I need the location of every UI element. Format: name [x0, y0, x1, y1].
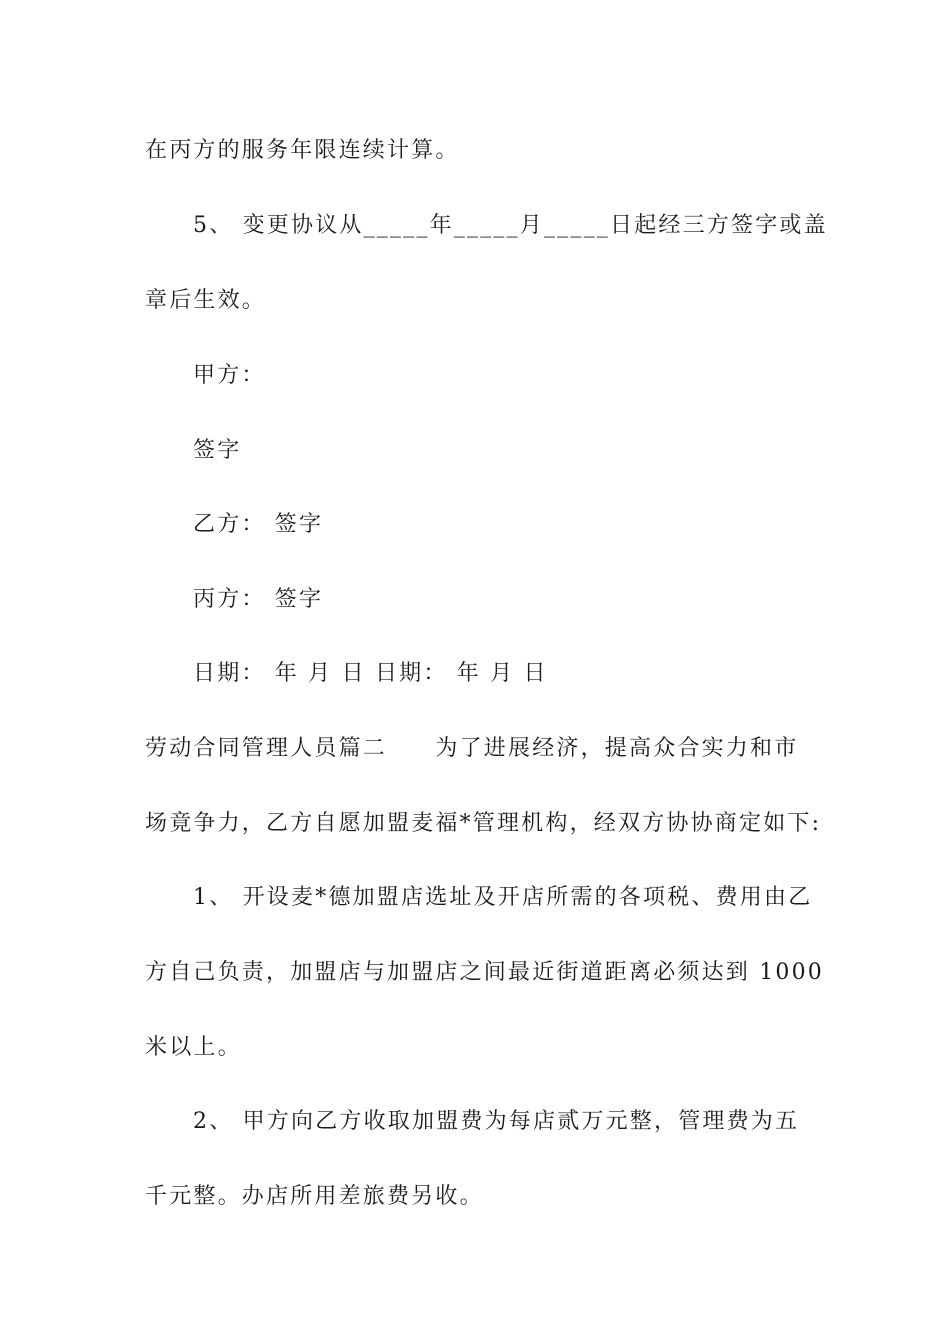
signature-label: 签字 [193, 438, 242, 463]
paragraph-line: 千元整。办店所用差旅费另收。 [145, 1184, 484, 1209]
paragraph-line: 场竟争力，乙方自愿加盟麦福*管理机构，经双方协协商定如下: [145, 811, 822, 836]
party-c-signature-line: 丙方： 签字 [193, 587, 324, 612]
paragraph-line: 在丙方的服务年限连续计算。 [145, 138, 460, 163]
paragraph-line: 方自己负责，加盟店与加盟店之间最近街道距离必须达到 1000 [145, 960, 824, 985]
section-heading-line: 劳动合同管理人员篇二 为了进展经济，提高众合实力和市 [145, 736, 799, 761]
paragraph-line: 章后生效。 [145, 288, 267, 313]
party-a-label: 甲方： [193, 363, 266, 388]
date-line: 日期： 年 月 日 日期： 年 月 日 [193, 661, 548, 686]
paragraph-line: 1、 开设麦*德加盟店选址及开店所需的各项税、费用由乙 [193, 885, 813, 910]
paragraph-line: 米以上。 [145, 1035, 242, 1060]
paragraph-line: 5、 变更协议从_____年_____月_____日起经三方签字或盖 [193, 213, 828, 238]
party-b-signature-line: 乙方： 签字 [193, 512, 324, 537]
paragraph-line: 2、 甲方向乙方收取加盟费为每店贰万元整，管理费为五 [193, 1109, 800, 1134]
